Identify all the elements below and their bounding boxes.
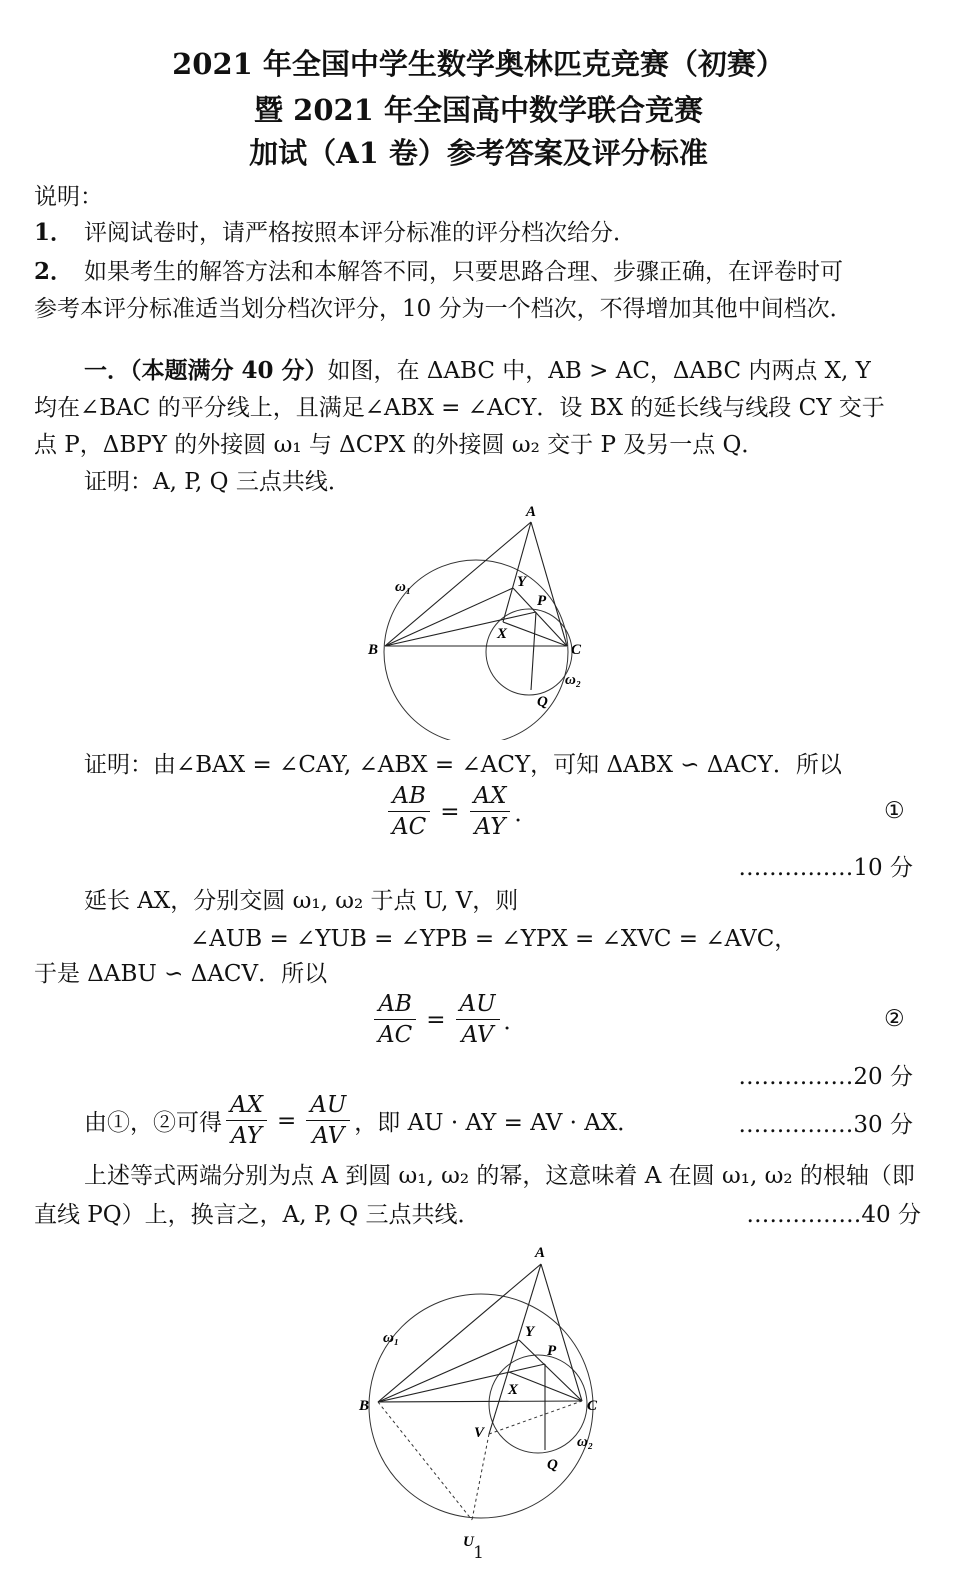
figure-2-label-B: B [359, 1398, 370, 1414]
figure-1-label-C: C [571, 642, 582, 658]
figure-2-circle-omega1 [369, 1294, 593, 1518]
proof-line-5-suffix: ，即 AU · AY = AV · AX． [354, 1110, 641, 1136]
equation-2 [370, 991, 527, 1048]
eq1-rhs-numerator: AX [470, 783, 511, 812]
note-1-number: 1． [34, 219, 74, 246]
eq2-end: ． [503, 1009, 527, 1035]
proof-line-5-prefix: 由①，②可得 [84, 1110, 222, 1136]
figure-2-label-P: P [547, 1343, 557, 1359]
figure-1-label-omega1: ω₁ [395, 579, 412, 595]
figure-2-label-A: A [535, 1245, 546, 1261]
figure-1-label-X: X [497, 626, 508, 642]
score-10: ……………10 分 [738, 855, 913, 881]
equation-1 [384, 783, 537, 840]
title-line-1: 2021 年全国中学生数学奥林匹克竞赛（初赛） [172, 47, 785, 81]
note-1-text: 评阅试卷时，请严格按照本评分标准的评分档次给分． [84, 220, 636, 246]
eq2-equals: = [426, 1006, 446, 1033]
eq3-lhs-numerator: AX [226, 1092, 267, 1121]
equation-1-tag: ① [884, 798, 905, 824]
eq3-rhs-denominator: AV [312, 1123, 345, 1149]
figure-2-label-X: X [508, 1382, 519, 1398]
title-line-2: 暨 2021 年全国高中数学联合竞赛 [254, 93, 703, 127]
eq2-rhs-numerator: AU [456, 991, 500, 1020]
notes-heading: 说明： [34, 184, 103, 210]
figure-1-circle-omega1 [384, 560, 568, 740]
eq3-lhs-denominator: AY [231, 1123, 262, 1149]
figure-1-label-Q: Q [537, 694, 548, 710]
figure-1-circle-omega2 [486, 609, 572, 695]
eq1-rhs-denominator: AY [474, 814, 506, 840]
proof-angle-chain: ∠AUB = ∠YUB = ∠YPB = ∠YPX = ∠XVC = ∠AVC， [190, 926, 798, 952]
problem-text-1: 如图，在 ΔABC 中，AB > AC，ΔABC 内两点 X, Y [327, 358, 871, 384]
proof-line-6: 上述等式两端分别为点 A 到圆 ω₁, ω₂ 的幂，这意味着 A 在圆 ω₁, ω₂ 的根轴（即 [84, 1163, 915, 1189]
figure-2-label-U: U [463, 1534, 474, 1550]
figure-1-label-omega2: ω₂ [565, 672, 582, 688]
note-2-text-b: 参考本评分标准适当划分档次评分，10 分为一个档次，不得增加其他中间档次． [34, 296, 853, 322]
figure-1-label-P: P [537, 593, 547, 609]
figure-2-diagram [345, 1238, 625, 1558]
eq1-lhs-denominator: AC [392, 814, 427, 840]
figure-2-label-V: V [474, 1425, 485, 1441]
proof-line-5 [84, 1092, 640, 1149]
figure-2-label-Q: Q [547, 1457, 558, 1473]
proof-line-1: 证明：由∠BAX = ∠CAY, ∠ABX = ∠ACY，可知 ΔABX ∽ ΔACY．所以 [84, 752, 842, 778]
eq2-lhs-numerator: AB [374, 991, 416, 1020]
figure-1-diagram [340, 495, 620, 740]
problem-statement-line-2: 均在∠BAC 的平分线上，且满足∠ABX = ∠ACY．设 BX 的延长线与线段 CY 交于 [34, 395, 885, 421]
problem-score: （本题满分 40 分） [130, 357, 328, 384]
note-2-number: 2． [34, 258, 74, 285]
score-20: ……………20 分 [738, 1064, 913, 1090]
equation-2-tag: ② [884, 1006, 905, 1032]
proof-line-4: 于是 ΔABU ∽ ΔACV．所以 [34, 961, 328, 987]
title-line-3: 加试（A1 卷）参考答案及评分标准 [249, 136, 708, 170]
eq3-rhs-numerator: AU [306, 1092, 350, 1121]
problem-statement-line-3: 点 P，ΔBPY 的外接圆 ω₁ 与 ΔCPX 的外接圆 ω₂ 交于 P 及另一点 Q． [34, 432, 765, 458]
proof-line-2: 延长 AX，分别交圆 ω₁, ω₂ 于点 U, V，则 [84, 888, 519, 914]
eq1-equals: = [440, 798, 460, 825]
eq3-equals: = [276, 1107, 297, 1134]
figure-1-label-A: A [526, 504, 537, 520]
problem-statement-line-1 [84, 352, 871, 385]
problem-label: 一． [84, 357, 130, 384]
figure-2-label-C: C [587, 1398, 598, 1414]
proof-line-7: 直线 PQ）上，换言之，A, P, Q 三点共线． [34, 1202, 481, 1228]
figure-1-label-Y: Y [517, 574, 527, 590]
score-30: ……………30 分 [738, 1112, 913, 1138]
figure-2-label-omega1: ω₁ [383, 1330, 400, 1346]
note-2-text-a: 如果考生的解答方法和本解答不同，只要思路合理、步骤正确，在评卷时可 [84, 259, 843, 285]
problem-statement-line-4: 证明：A, P, Q 三点共线． [84, 469, 351, 495]
page-number: 1 [473, 1543, 484, 1563]
eq2-lhs-denominator: AC [378, 1022, 413, 1048]
figure-2-label-omega2: ω₂ [577, 1434, 594, 1450]
figure-1-label-B: B [368, 642, 379, 658]
eq2-rhs-denominator: AV [461, 1022, 494, 1048]
eq1-lhs-numerator: AB [388, 783, 430, 812]
score-40: ……………40 分 [746, 1202, 921, 1228]
eq1-end: ． [514, 801, 538, 827]
figure-2-label-Y: Y [525, 1324, 535, 1340]
